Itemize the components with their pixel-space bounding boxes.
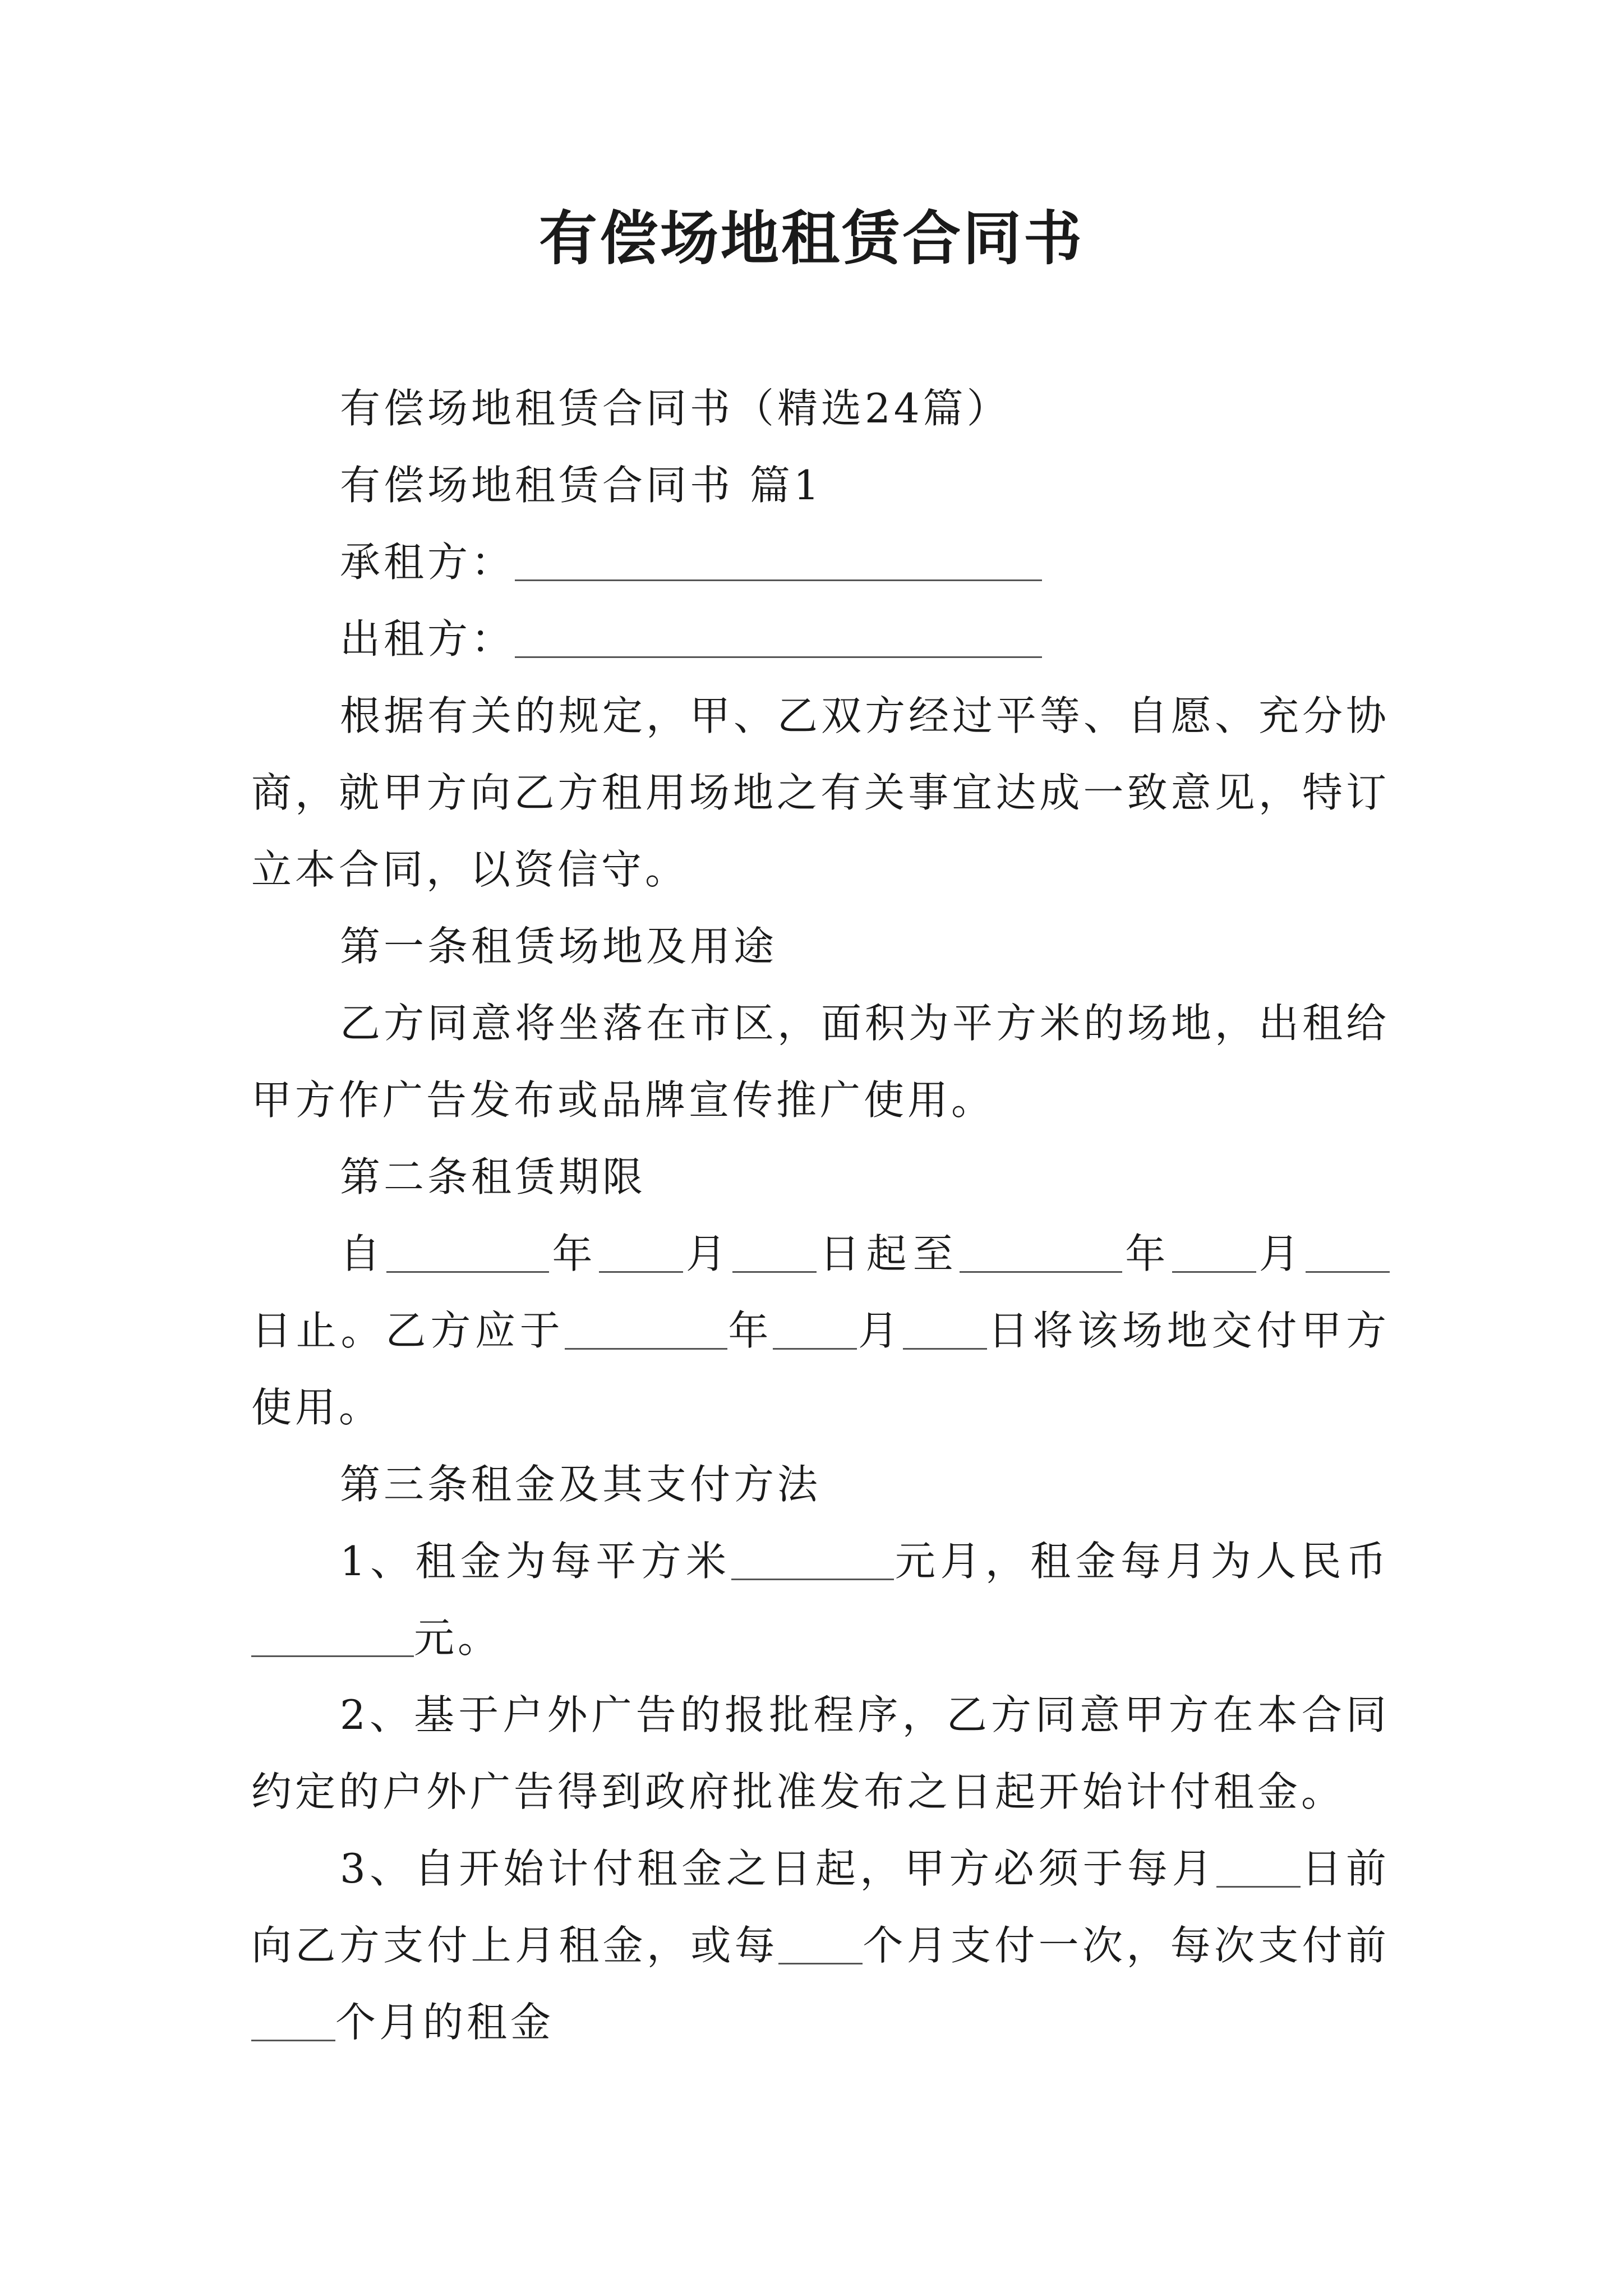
rent-per-sqm-blank: [731, 1540, 894, 1580]
text-fragment: 日将该场地交付甲方使用。: [251, 1307, 1390, 1431]
end-month-blank: [1172, 1232, 1256, 1272]
item2-text: 2、基于户外广告的报批程序，乙方同意甲方在本合同约定的户外广告得到政府批准发布之日起开始计付租金。: [251, 1691, 1390, 1815]
lessee-label: 承租方：: [340, 539, 515, 586]
text-fragment: 元月，租金每月为人民币: [893, 1538, 1390, 1585]
payment-interval-blank: [778, 1924, 863, 1964]
text-fragment: 1、租金为每平方米: [340, 1538, 731, 1585]
text-fragment: 个月支付一次，每次支付前: [863, 1922, 1390, 1969]
start-month-blank: [599, 1232, 683, 1272]
article1-text: 乙方同意将坐落在市区，面积为平方米的场地，出租给甲方作广告发布或品牌宣传推广使用。: [251, 1000, 1390, 1124]
article2-title: 第二条租赁期限: [340, 1153, 647, 1200]
delivery-day-blank: [903, 1309, 987, 1349]
item3-text: [251, 1830, 1390, 2061]
text-fragment: 个月的租金: [335, 1999, 555, 2046]
text-fragment: 日起至: [817, 1230, 960, 1277]
article2-text: [251, 1216, 1390, 1446]
intro-paragraph: 根据有关的规定，甲、乙双方经过平等、自愿、充分协商，就甲方向乙方租用场地之有关事宜达成一致意见，特订立本合同，以资信守。: [251, 692, 1390, 893]
lessee-line: [251, 524, 1390, 601]
prepay-months-blank: [251, 2001, 335, 2041]
end-year-blank: [960, 1232, 1122, 1272]
item1-text: [251, 1523, 1390, 1677]
document-body: [251, 370, 1390, 2061]
text-fragment: 3、自开始计付租金之日起，甲方必须于每月: [340, 1845, 1217, 1892]
section-heading: 有偿场地租赁合同书 篇1: [340, 462, 823, 509]
end-day-blank: [1306, 1232, 1390, 1272]
monthly-rent-blank: [251, 1617, 414, 1657]
document-title: 有偿场地租赁合同书: [538, 204, 1084, 273]
lessee-blank: [515, 541, 1042, 581]
text-fragment: 元。: [414, 1614, 502, 1662]
article3-title: 第三条租金及其支付方法: [340, 1461, 822, 1508]
subtitle: 有偿场地租赁合同书（精选24篇）: [340, 385, 1011, 432]
lessor-label: 出租方：: [340, 615, 515, 662]
delivery-year-blank: [565, 1309, 727, 1349]
text-fragment: 自: [340, 1230, 387, 1277]
text-fragment: 日止。乙方应于: [251, 1307, 565, 1354]
text-fragment: 年: [549, 1230, 599, 1277]
delivery-month-blank: [773, 1309, 857, 1349]
text-fragment: 月: [1256, 1230, 1306, 1277]
lessor-line: [251, 601, 1390, 678]
lessor-blank: [515, 618, 1042, 657]
text-fragment: 月: [857, 1307, 903, 1354]
text-fragment: 年: [1122, 1230, 1172, 1277]
start-day-blank: [732, 1232, 817, 1272]
text-fragment: 日前向乙方支付上月租金，或每: [251, 1845, 1390, 1969]
text-fragment: 年: [727, 1307, 773, 1354]
text-fragment: 月: [683, 1230, 733, 1277]
article1-title: 第一条租赁场地及用途: [340, 923, 778, 970]
payment-day-blank: [1216, 1847, 1301, 1887]
start-year-blank: [386, 1232, 549, 1272]
